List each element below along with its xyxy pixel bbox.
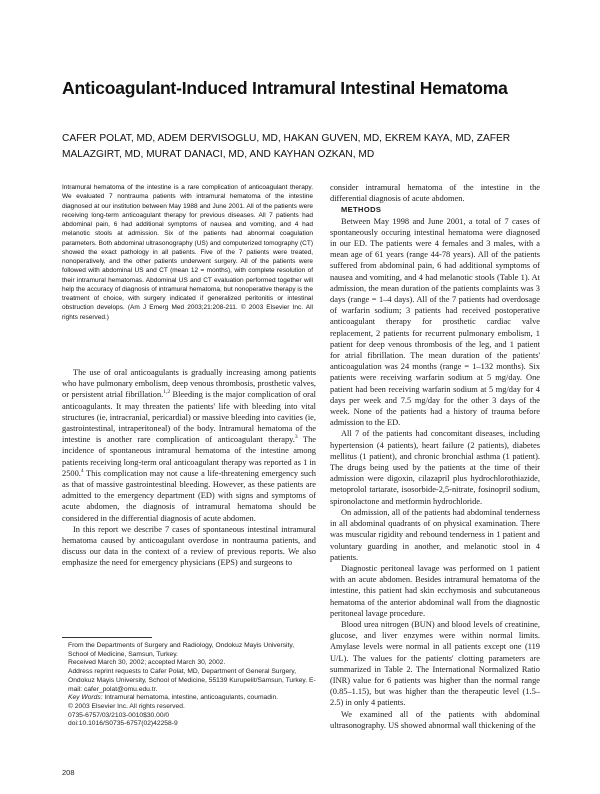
methods-paragraph: On admission, all of the patients had abdominal tenderness in all abdominal quadrants of on physical examination. There was muscular rigidity and rebound tenderness in 1 patient and voluntary guarding in another, and melanotic stool in 4 patients. (330, 507, 540, 562)
intro-paragraph-2: In this report we describe 7 cases of spontaneous intestinal intramural hematoma caused by anticoagulant overdose in nontrauma patients, and discuss our data in the context of a review of previous reports. We also emphasize the need for emergency physicians (EPS) and surgeons to (62, 524, 316, 568)
methods-paragraph: Blood urea nitrogen (BUN) and blood levels of creatinine, glucose, and liver enzymes were within normal limits. Amylase levels were normal in all patients except one (119 U/L). The values for the patients' clotting parameters are summarized in Table 2. The International Normalized Ratio (INR) value for 6 patients was higher than the normal range (0.85–1.15), but was higher than the therapeutic level (1.5–2.5) in only 4 patients. (330, 619, 540, 708)
footnote-issn: 0735-6757/03/2103-0010$30.00/0 (68, 711, 170, 719)
methods-paragraph: Diagnostic peritoneal lavage was performed on 1 patient with an acute abdomen. Besides intramural hematoma of the intestine, this patient had skin ecchymosis and subcutaneous hematoma of the anterior abdominal wall from the diagnostic peritoneal lavage procedure. (330, 563, 540, 618)
methods-paragraph: Between May 1998 and June 2001, a total of 7 cases of spontaneously occuring intestinal hematoma were diagnosed in our ED. The patients were 4 females and 3 males, with a mean age of 61 years (range 44-78 years). All of the patients suffered from abdominal pain, 6 had additional symptoms of nausea and vomiting, and 4 had melanotic stools (Table 1). At admission, the mean duration of the patients complaints was 3 days (range = 1–4 days). All of the 7 patients had overdosage of warfarin sodium; 3 patients had received postoperative anticoagulant therapy for prosthetic cardiac valve replacement, 2 patients for recurrent pulmonary embolism, 1 patient for deep venous thrombosis of the leg, and 1 patient for atrial fibrillation. The mean duration of the patients' anticoagulation was 24 months (range = 1–132 months). Six patients were receiving warfarin sodium at 5 mg/day. One patient had been receiving warfarin sodium at 5 mg/day for 4 days per week and 7.5 mg/day for the other 3 days of the week. None of the patients had a history of trauma before admission to the ED. (330, 216, 540, 428)
footnote-received: Received March 30, 2002; accepted March 30, 2002. (68, 659, 226, 667)
footnote-divider (62, 637, 152, 638)
citation-ref: 3 (294, 434, 298, 441)
citation-ref: 4 (80, 468, 84, 475)
methods-heading: METHODS (341, 205, 382, 215)
citation-ref: 1,2 (163, 389, 171, 396)
footnote-copyright: © 2003 Elsevier Inc. All rights reserved. (68, 702, 185, 710)
methods-paragraph: We examined all of the patients with abdominal ultrasonography. US showed abnormal wall thickening of the (330, 709, 540, 730)
article-title: Anticoagulant-Induced Intramural Intestinal Hematoma (62, 78, 508, 98)
right-column-body (330, 182, 540, 731)
footnote-keywords: Key Words: Intramural hematoma, intestine, anticoagulants, coumadin. (68, 694, 279, 702)
footnote-address: Address reprint requests to Cafer Polat, MD, Department of General Surgery, Ondokuz Mayis University, School of Medicine, 55139 Kurupelit/Samsun, Turkey. E-mail: cafer_polat@omu.edu.tr. (68, 668, 316, 693)
author-list: CAFER POLAT, MD, ADEM DERVISOGLU, MD, HAKAN GUVEN, MD, EKREM KAYA, MD, ZAFER MALAZGIRT, MD, MURAT DANACI, MD, AND KAYHAN OZKAN, MD (62, 133, 511, 160)
intro-continuation: consider intramural hematoma of the intestine in the differential diagnosis of acute abdomen. (330, 183, 540, 204)
intro-paragraph-1: The use of oral anticoagulants is gradually increasing among patients who have pulmonary embolism, deep venous thrombosis, prosthetic valves, or persistent atrial fibrillation.$^{1,2}$ Bleeding is the major complication of oral anticoagulants. It may threaten the patients' life with bleeding into vital structures (ie, intracranial, pericardial) or massive bleeding into cavities (ie, gastrointestinal, intraperitoneal) of the body. Intramural hematoma of the intestine is another rare complication of anticoagulant therapy.$^3$ The incidence of spontaneous intramural hematoma of the intestine among patients receiving long-term oral anticoagulant therapy was reported as 1 in 2500.$^4$ This complication may not cause a life-threatening emergency such as that of massive gastrointestinal bleeding. However, as these patients are admitted to the emergency department (ED) with signs and symptoms of acute abdomen, the diagnosis of intramural hematoma should be considered in the differential diagnosis of acute abdomen. (62, 368, 317, 523)
page-number: 208 (62, 768, 75, 777)
methods-paragraph: All 7 of the patients had concomitant diseases, including hypertension (4 patients), heart failure (2 patients), diabetes mellitus (1 patient), and chronic bronchial asthma (1 patient). The drugs being used by the patients at the time of their admission were digoxin, cilazapril plus hydrochlorothiazide, metoprolol tartarate, isosorbide-2,5-nitrate, fosinopril sodium, spironolactone and metformin hydrochloride. (330, 429, 540, 506)
footnote-affiliation: From the Departments of Surgery and Radiology, Ondokuz Mayis University, School of Medicine, Samsun, Turkey. (68, 642, 295, 658)
footnotes (62, 642, 316, 729)
left-column-body (62, 367, 316, 569)
footnote-doi: doi:10.1016/S0735-6757(02)42258-9 (68, 720, 178, 728)
keywords-label: Key Words: (68, 694, 103, 702)
abstract: Intramural hematoma of the intestine is a rare complication of anticoagulant therapy. We evaluated 7 nontrauma patients with intramural hematoma of the intestine diagnosed at our institution between May 1988 and June 2001. All of the patients were receiving long-term anticoagulant therapy for previous diseases. All 7 patients had abdominal pain, 6 had additional symptoms of nausea and vomiting, and 4 had melanotic stools at admission. Six of the patients had abnormal coagulation parameters. Both abdominal ultrasonography (US) and computerized tomography (CT) showed the exact pathology in all patients. Five of the 7 patients were treated, nonoperatively, and the other patients underwent surgery. All of the patients were followed with abdominal US and CT (mean 12 = months), with complete resolution of their intramural hematomas. Abdominal US and CT evaluation performed together will help the accuracy of diagnosis of intramural hematoma, but nonoperative therapy is the treatment of choice, with surgery indicated if generalized peritonitis or intestinal obstruction develops. (Am J Emerg Med 2003;21:208-211. © 2003 Elsevier Inc. All rights reserved.) (62, 184, 313, 321)
